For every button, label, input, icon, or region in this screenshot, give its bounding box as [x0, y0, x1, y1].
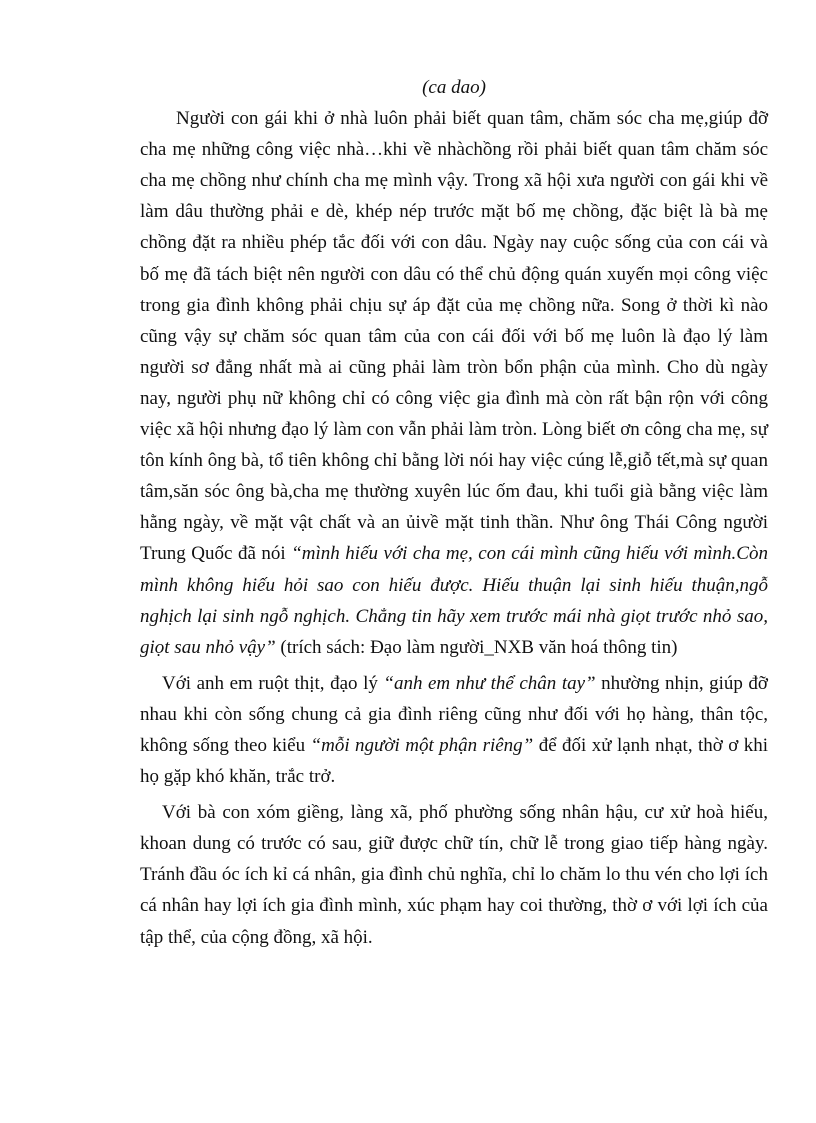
paragraph-text: để đối xử lạnh nhạt, thờ ơ khi họ gặp khó khăn, trắc trở.: [140, 734, 768, 788]
citation: (trích sách: Đạo làm người_NXB văn hoá thông tin): [275, 636, 678, 658]
quotation: “mình hiếu với cha mẹ, con cái mình cũng hiếu với mình.Còn mình không hiếu hỏi sao con hiếu được. Hiếu thuận lại sinh hiếu thuận,ngỗ nghịch lại sinh ngỗ nghịch. Chẳng tin hãy xem trước mái nhà giọt trước nhỏ sao, giọt sau nhỏ vậy”: [140, 543, 768, 658]
quotation: “mỗi người một phận riêng”: [310, 734, 534, 756]
paragraph-text: Người con gái khi ở nhà luôn phải biết quan tâm, chăm sóc cha mẹ,giúp đỡ cha mẹ những công việc nhà…khi về nhàchồng rồi phải biết quan tâm chăm sóc cha mẹ chồng như chính cha mẹ mình vậy. Trong xã hội xưa người con gái khi về làm dâu thường phải e dè, khép nép trước mặt bố mẹ chồng, đặc biệt là bà mẹ chồng đặt ra nhiều phép tắc đối với con dâu. Ngày nay cuộc sống của con cái và bố mẹ đã tách biệt nên người con dâu có thể chủ động quán xuyến mọi công việc trong gia đình không phải chịu sự áp đặt của mẹ chồng nữa. Song ở thời kì nào cũng vậy sự chăm sóc quan tâm của con cái đối với bố mẹ luôn là đạo lý làm người sơ đẳng nhất mà ai cũng phải làm tròn bổn phận của mình. Cho dù ngày nay, người phụ nữ không chỉ có công việc gia đình mà còn rất bận rộn với công việc xã hội nhưng đạo lý làm con vẫn phải làm tròn. Lòng biết ơn công cha mẹ, sự tôn kính ông bà, tổ tiên không chỉ bằng lời nói hay việc cúng lễ,giỗ tết,mà sự quan tâm,săn sóc ông bà,cha mẹ thường xuyên lúc ốm đau, khi tuổi già bằng việc làm hằng ngày, về mặt vật chất và an ủivề mặt tinh thần. Như ông Thái Công người Trung Quốc đã nói: [140, 108, 768, 565]
paragraph-text: Với anh em ruột thịt, đạo lý: [162, 672, 384, 694]
document-body: [140, 72, 768, 953]
paragraph-filial-duty: [140, 103, 768, 663]
attribution: (ca dao): [422, 77, 486, 98]
paragraph-community: Với bà con xóm giềng, làng xã, phố phường sống nhân hậu, cư xử hoà hiếu, khoan dung có trước có sau, giữ được chữ tín, chữ lễ trong giao tiếp hàng ngày. Tránh đầu óc ích kỉ cá nhân, gia đình chủ nghĩa, chỉ lo chăm lo thu vén cho lợi ích cá nhân hay lợi ích gia đình mình, xúc phạm hay coi thường, thờ ơ với lợi ích của tập thể, của cộng đồng, xã hội.: [140, 802, 768, 948]
paragraph-siblings: [140, 668, 768, 792]
quotation: “anh em như thể chân tay”: [383, 672, 596, 694]
paragraph-text: nhường nhịn, giúp đỡ nhau khi còn sống chung cả gia đình riêng cũng như đối với họ hàng, thân tộc, không sống theo kiểu: [140, 672, 768, 756]
